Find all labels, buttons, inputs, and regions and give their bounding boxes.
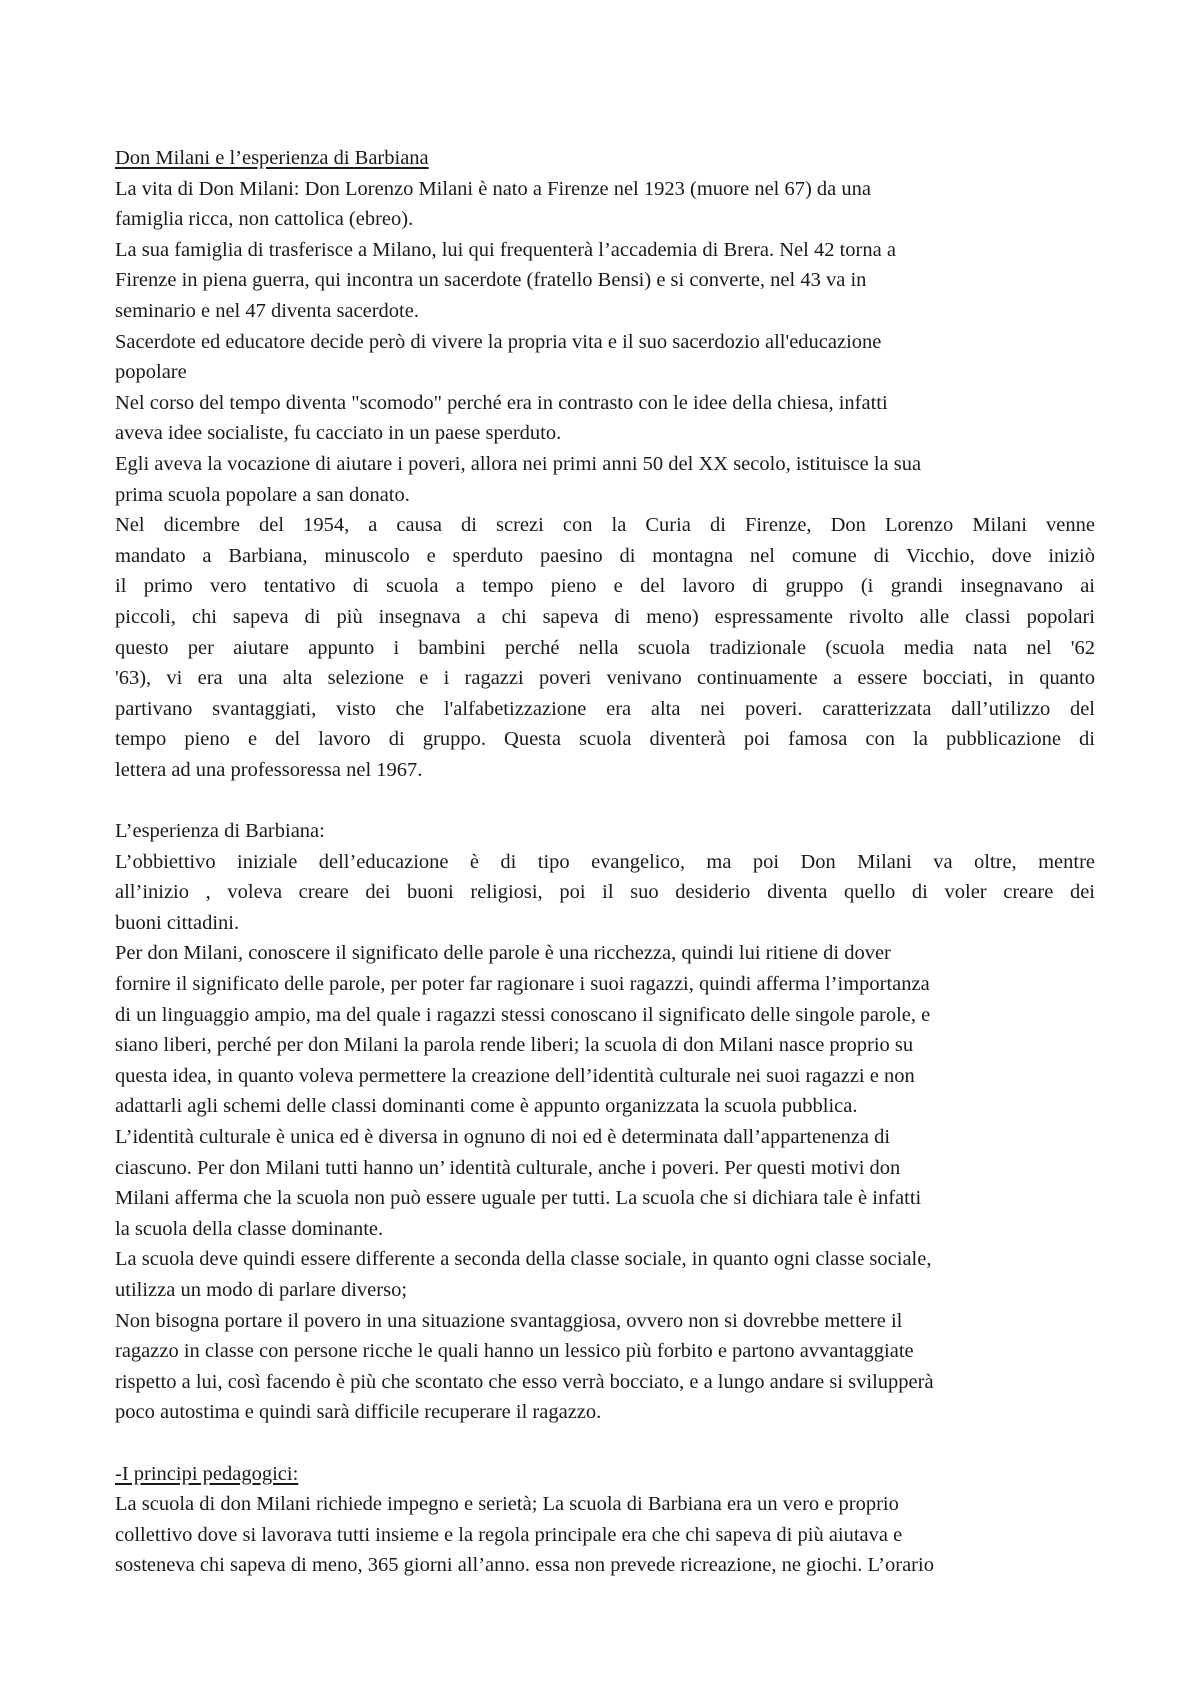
experience-section bbox=[115, 816, 1095, 1428]
text-line: Sacerdote ed educatore decide però di vivere la propria vita e il suo sacerdozio all'educazione bbox=[115, 330, 882, 353]
text-line: la scuola della classe dominante. bbox=[115, 1217, 384, 1240]
text-line: fornire il significato delle parole, per poter far ragionare i suoi ragazzi, quindi afferma l’importanza bbox=[115, 973, 930, 996]
text-line: rispetto a lui, così facendo è più che scontato che esso verrà bocciato, e a lungo andare si svilupperà bbox=[115, 1370, 934, 1393]
document-title: Don Milani e l’esperienza di Barbiana bbox=[115, 147, 429, 169]
text-line: La scuola di don Milani richiede impegno e serietà; La scuola di Barbiana era un vero e proprio bbox=[115, 1493, 899, 1516]
text-line: seminario e nel 47 diventa sacerdote. bbox=[115, 299, 419, 322]
text-line: famiglia ricca, non cattolica (ebreo). bbox=[115, 208, 414, 231]
section-heading: -I principi pedagogici: bbox=[115, 1462, 299, 1485]
text-line: La scuola deve quindi essere differente a seconda della classe sociale, in quanto ogni classe sociale, bbox=[115, 1248, 932, 1271]
text-line: partivano svantaggiati, visto che l'alfabetizzazione era alta nei poveri. caratterizzata dall’utilizzo del bbox=[115, 697, 1095, 720]
text-line: Milani afferma che la scuola non può essere uguale per tutti. La scuola che si dichiara tale è infatti bbox=[115, 1187, 922, 1210]
document-body bbox=[115, 143, 1095, 1581]
text-line: prima scuola popolare a san donato. bbox=[115, 483, 410, 506]
text-line: buoni cittadini. bbox=[115, 911, 240, 934]
text-line: ragazzo in classe con persone ricche le quali hanno un lessico più forbito e partono avvantaggiate bbox=[115, 1340, 914, 1363]
text-line: siano liberi, perché per don Milani la parola rende liberi; la scuola di don Milani nasce proprio su bbox=[115, 1034, 914, 1057]
text-line: Firenze in piena guerra, qui incontra un sacerdote (fratello Bensi) e si converte, nel 43 va in bbox=[115, 269, 867, 292]
text-line: tempo pieno e del lavoro di gruppo. Questa scuola diventerà poi famosa con la pubblicazione di bbox=[115, 728, 1095, 751]
text-line: piccoli, chi sapeva di più insegnava a chi sapeva di meno) espressamente rivolto alle classi popolari bbox=[115, 605, 1095, 628]
principles-section bbox=[115, 1459, 1095, 1581]
text-line: mandato a Barbiana, minuscolo e sperduto paesino di montagna nel comune di Vicchio, dove iniziò bbox=[115, 544, 1095, 567]
intro-section bbox=[115, 174, 1095, 511]
text-line: Nel corso del tempo diventa "scomodo" perché era in contrasto con le idee della chiesa, infatti bbox=[115, 391, 888, 414]
text-line: '63), vi era una alta selezione e i ragazzi poveri venivano continuamente a essere bocciati, in quanto bbox=[115, 667, 1095, 690]
text-line: poco autostima e quindi sarà difficile recuperare il ragazzo. bbox=[115, 1401, 602, 1424]
text-line: La sua famiglia di trasferisce a Milano, lui qui frequenterà l’accademia di Brera. Nel 42 torna a bbox=[115, 238, 896, 261]
text-line: Per don Milani, conoscere il significato delle parole è una ricchezza, quindi lui ritiene di dover bbox=[115, 942, 891, 965]
text-line: utilizza un modo di parlare diverso; bbox=[115, 1278, 408, 1301]
text-line: L’identità culturale è unica ed è diversa in ognuno di noi ed è determinata dall’appartenenza di bbox=[115, 1126, 891, 1148]
text-line: ciascuno. Per don Milani tutti hanno un’ identità culturale, anche i poveri. Per questi motivi don bbox=[115, 1156, 901, 1179]
text-line: L’obbiettivo iniziale dell’educazione è di tipo evangelico, ma poi Don Milani va oltre, mentre bbox=[115, 850, 1095, 873]
text-line: collettivo dove si lavorava tutti insieme e la regola principale era che chi sapeva di più aiutava e bbox=[115, 1523, 903, 1546]
text-line: di un linguaggio ampio, ma del quale i ragazzi stessi conoscano il significato delle singole parole, e bbox=[115, 1003, 931, 1026]
paragraph-spacer bbox=[115, 785, 1095, 816]
text-line: il primo vero tentativo di scuola a tempo pieno e del lavoro di gruppo (i grandi insegnavano ai bbox=[115, 575, 1095, 598]
barbiana-paragraph bbox=[115, 510, 1095, 785]
text-line: lettera ad una professoressa nel 1967. bbox=[115, 758, 423, 781]
section-heading: L’esperienza di Barbiana: bbox=[115, 820, 325, 843]
paragraph-spacer bbox=[115, 1428, 1095, 1459]
text-line: Non bisogna portare il povero in una situazione svantaggiosa, ovvero non si dovrebbe mettere il bbox=[115, 1309, 903, 1332]
text-line: all’inizio , voleva creare dei buoni religiosi, poi il suo desiderio diventa quello di voler creare dei bbox=[115, 881, 1095, 904]
text-line: questa idea, in quanto voleva permettere la creazione dell’identità culturale nei suoi ragazzi e non bbox=[115, 1064, 915, 1087]
text-line: La vita di Don Milani: Don Lorenzo Milani è nato a Firenze nel 1923 (muore nel 67) da una bbox=[115, 177, 872, 200]
text-line: Egli aveva la vocazione di aiutare i poveri, allora nei primi anni 50 del XX secolo, istituisce la sua bbox=[115, 452, 922, 475]
text-line: Nel dicembre del 1954, a causa di screzi con la Curia di Firenze, Don Lorenzo Milani venne bbox=[115, 514, 1095, 537]
text-line: adattarli agli schemi delle classi dominanti come è appunto organizzata la scuola pubblica. bbox=[115, 1095, 858, 1118]
text-line: aveva idee socialiste, fu cacciato in un paese sperduto. bbox=[115, 422, 562, 445]
text-line: sosteneva chi sapeva di meno, 365 giorni all’anno. essa non prevede ricreazione, ne giochi. L’orario bbox=[115, 1554, 934, 1577]
text-line: questo per aiutare appunto i bambini perché nella scuola tradizionale (scuola media nata nel '62 bbox=[115, 636, 1095, 659]
text-line: popolare bbox=[115, 361, 187, 384]
